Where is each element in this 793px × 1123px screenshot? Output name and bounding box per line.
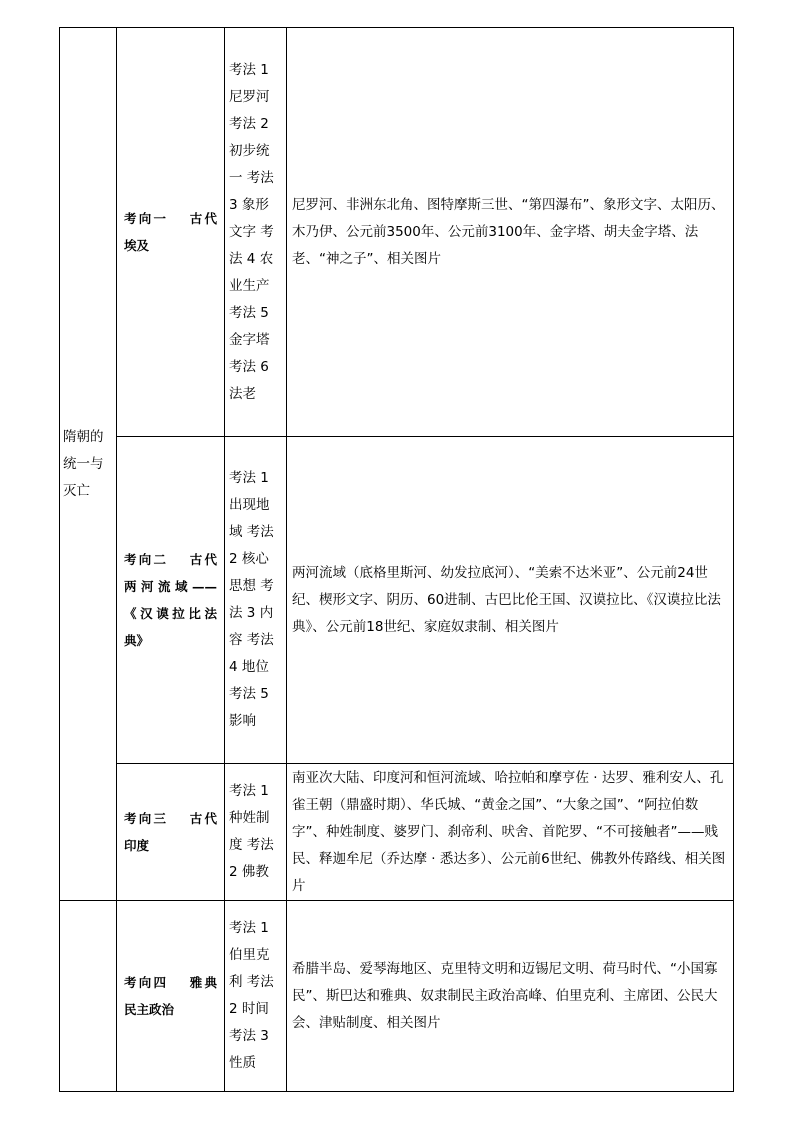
review-table — [59, 27, 734, 1092]
method-name: 尼罗河 — [229, 88, 270, 105]
unit-title-cell — [60, 28, 117, 901]
method-number: 考法 1 — [229, 920, 269, 936]
method-name: 出现地域 — [229, 497, 270, 540]
method-name: 种姓制度 — [229, 810, 270, 853]
method-number: 考法 1 — [229, 61, 269, 78]
method-number: 考法 2 — [229, 524, 274, 567]
topic-line: 两河流域—— — [124, 579, 217, 594]
method-name: 佛教 — [241, 864, 269, 880]
keywords-cell — [287, 901, 734, 1092]
method-cell — [225, 437, 287, 764]
topic-line: 埃及 — [124, 238, 150, 253]
method-number: 考法 3 — [229, 1028, 269, 1044]
method-number: 考法 2 — [229, 837, 274, 880]
method-number: 考法 1 — [229, 783, 269, 799]
method-number: 考法 1 — [229, 470, 269, 486]
topic-line: 考向三 古代 — [124, 811, 217, 826]
method-name: 核心思想 — [229, 551, 269, 594]
table-row — [60, 901, 734, 1092]
method-number: 考法 4 — [229, 632, 274, 675]
method-number: 考法 3 — [229, 169, 274, 213]
topic-cell — [117, 28, 225, 437]
keywords-text: 南亚次大陆、印度河和恒河流域、哈拉帕和摩亨佐 · 达罗、雅利安人、孔雀王朝（鼎盛时期）、华氏城、“黄金之国”、“大象之国”、“阿拉伯数字”、种姓制度、婆罗门、刹帝利、吠舍、首陀罗、“不可接触者”——贱民、释迦牟尼（乔达摩 · 悉达多）、公元前6世纪、佛教外传路线、相关图片 — [292, 769, 726, 894]
table-row — [60, 764, 734, 901]
method-name: 农业生产 — [229, 250, 274, 294]
table-row — [60, 28, 734, 437]
topic-line: 典》 — [124, 633, 150, 648]
keywords-text: 尼罗河、非洲东北角、图特摩斯三世、“第四瀑布”、象形文字、太阳历、木乃伊、公元前3500年、公元前3100年、金字塔、胡夫金字塔、法老、“神之子”、相关图片 — [292, 196, 725, 267]
method-number: 考法 4 — [229, 223, 274, 267]
topic-cell — [117, 901, 225, 1092]
method-name: 内容 — [229, 605, 274, 648]
topic-cell — [117, 437, 225, 764]
table-row — [60, 437, 734, 764]
method-name: 性质 — [229, 1055, 256, 1071]
keywords-text: 两河流域（底格里斯河、幼发拉底河）、“美索不达米亚”、公元前24世纪、楔形文字、阴历、60进制、古巴比伦王国、汉谟拉比、《汉谟拉比法典》、公元前18世纪、家庭奴隶制、相关图片 — [292, 564, 721, 635]
topic-line: 民主政治 — [124, 1002, 175, 1017]
method-name: 金字塔 — [229, 331, 270, 348]
topic-cell — [117, 764, 225, 901]
topic-line: 考向一 古代 — [124, 211, 217, 226]
method-number: 考法 6 — [229, 358, 269, 375]
method-number: 考法 5 — [229, 686, 269, 702]
method-name: 伯里克利 — [229, 947, 270, 990]
method-name: 影响 — [229, 713, 256, 729]
method-number: 考法 2 — [229, 115, 269, 132]
method-name: 时间 — [241, 1001, 269, 1017]
keywords-cell — [287, 28, 734, 437]
method-cell — [225, 28, 287, 437]
keywords-text: 希腊半岛、爱琴海地区、克里特文明和迈锡尼文明、荷马时代、“小国寡民”、斯巴达和雅典、奴隶制民主政治高峰、伯里克利、主席团、公民大会、津贴制度、相关图片 — [292, 960, 718, 1031]
method-cell — [225, 901, 287, 1092]
method-number: 考法 3 — [229, 578, 274, 621]
unit-title-cell — [60, 901, 117, 1092]
topic-line: 印度 — [124, 838, 150, 853]
method-name: 地位 — [241, 659, 269, 675]
method-name: 象形文字 — [229, 196, 269, 240]
keywords-cell — [287, 437, 734, 764]
topic-line: 《汉谟拉比法 — [124, 606, 217, 621]
topic-line: 考向二 古代 — [124, 552, 217, 567]
method-name: 初步统一 — [229, 142, 270, 186]
method-number: 考法 5 — [229, 304, 269, 321]
method-name: 法老 — [229, 385, 256, 402]
unit-title: 隋朝的统一与灭亡 — [63, 428, 104, 499]
keywords-cell — [287, 764, 734, 901]
topic-line: 考向四 雅典 — [124, 975, 217, 990]
method-number: 考法 2 — [229, 974, 274, 1017]
method-cell — [225, 764, 287, 901]
